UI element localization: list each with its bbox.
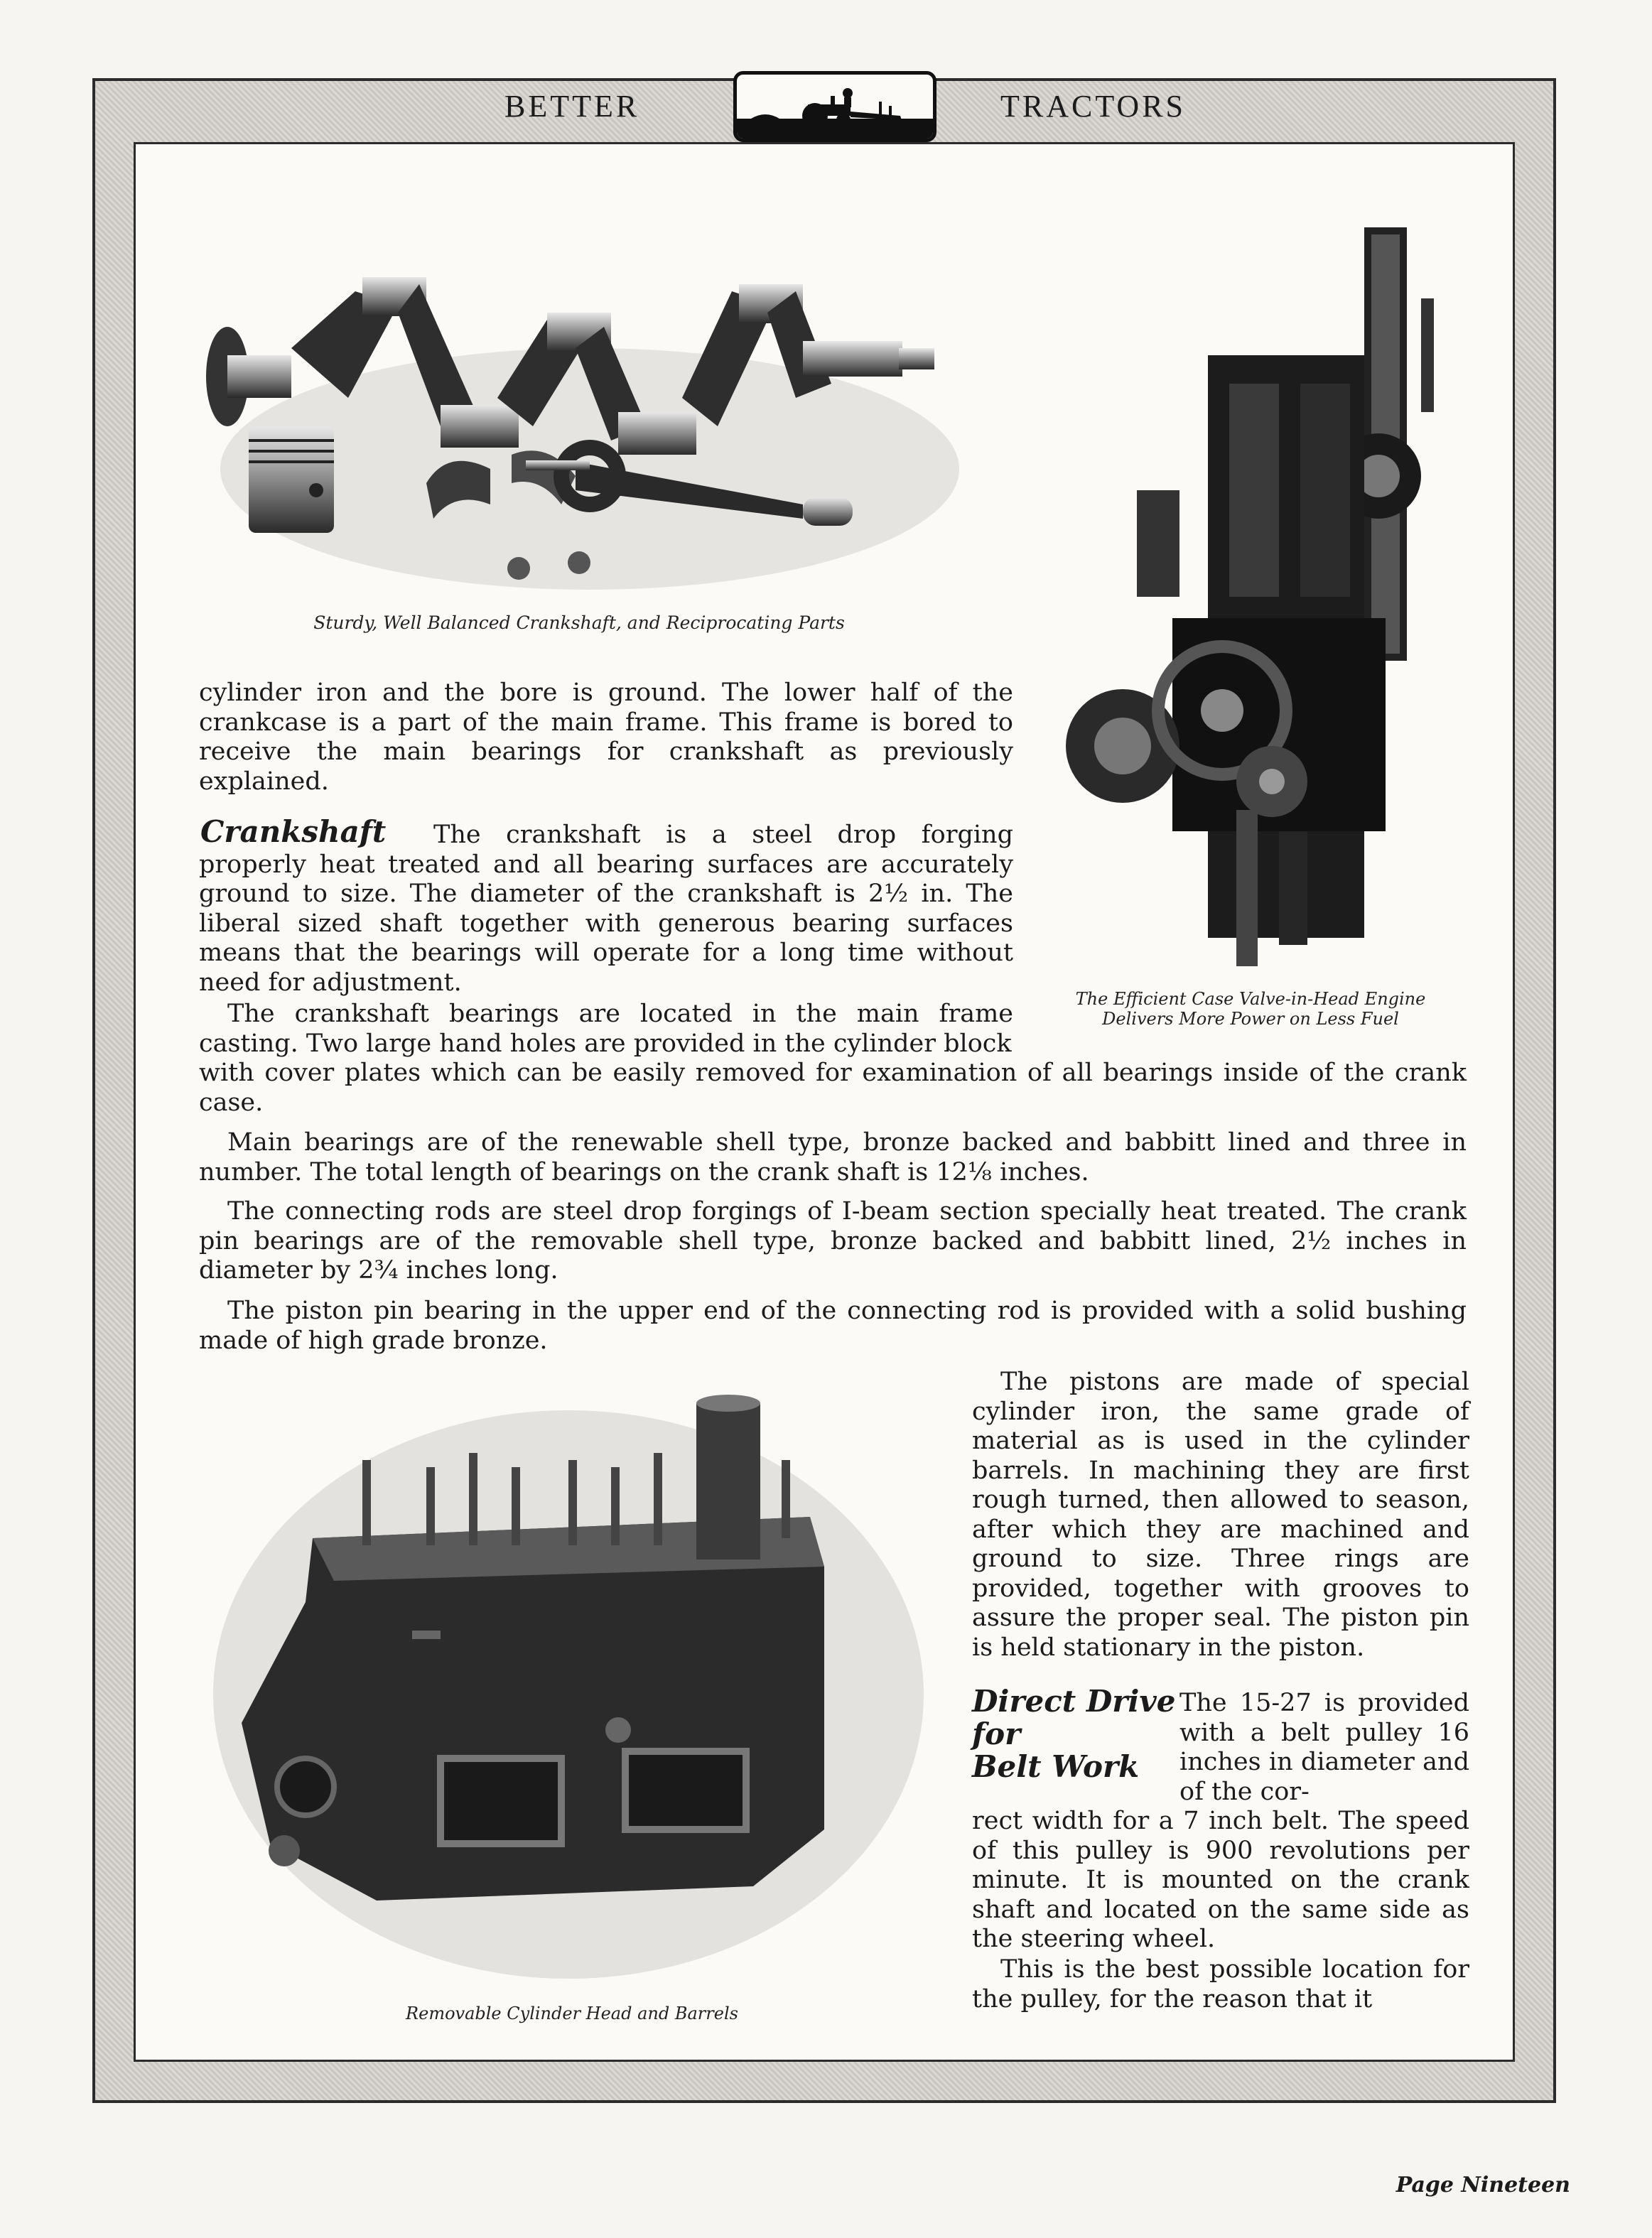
header-tractors: TRACTORS xyxy=(1000,89,1187,124)
paragraph-2-text: The crankshaft is a steel drop forging properly heat treated and all bearing surfaces are accurately ground to size. The diameter of the crankshaft is 2½ in. The liberal sized shaft together with generous bearing surfaces means that the bearings will operate for a long time without need for adjustment. xyxy=(199,821,1013,997)
tractor-silhouette-icon xyxy=(733,71,936,142)
paragraph-6: The piston pin bearing in the upper end of the connecting rod is provided with a solid bushing made of high grade bronze. xyxy=(199,1297,1467,1355)
direct-drive-heading-line-1: Direct Drive xyxy=(972,1684,1176,1719)
crankshaft-figure xyxy=(192,234,966,597)
direct-drive-heading-line-3: Belt Work xyxy=(972,1749,1140,1784)
paragraph-8-rest: rect width for a 7 inch belt. The speed of this pulley is 900 revolutions per minute. It is mounted on the crank shaft and located on the same side as the steering wheel. xyxy=(972,1807,1469,1953)
paragraph-2 xyxy=(199,821,1013,998)
paragraph-8-beside-heading: The 15-27 is provided with a belt pulley 16 inches in diameter and of the cor- xyxy=(1179,1689,1469,1806)
paragraph-1: cylinder iron and the bore is ground. The lower half of the crankcase is a part of the main frame. This frame is bored to receive the main bearings for crankshaft as previously explained. xyxy=(199,679,1013,796)
paragraph-4: Main bearings are of the renewable shell type, bronze backed and babbitt lined and three in number. The total length of bearings on the crank shaft is 12⅛ inches. xyxy=(199,1128,1467,1186)
cylinder-block-figure xyxy=(199,1389,945,1993)
direct-drive-heading xyxy=(972,1685,1175,1783)
crankshaft-caption: Sturdy, Well Balanced Crankshaft, and Reciprocating Parts xyxy=(313,612,845,633)
cylinder-caption: Removable Cylinder Head and Barrels xyxy=(406,2004,738,2023)
paragraph-5: The connecting rods are steel drop forgings of I-beam section specially heat treated. The crank pin bearings are of the removable shell type, bronze backed and babbitt lined, 2½ inches in diameter by 2¾ inches long. xyxy=(199,1197,1467,1285)
paragraph-7: The pistons are made of special cylinder iron, the same grade of material as is used in the cylinder barrels. In machining they are first rough turned, then allowed to season, after which they are machined and ground to size. Three rings are provided, together with grooves to assure the proper seal. The piston pin is held stationary in the piston. xyxy=(972,1368,1469,1662)
engine-caption-line-1: The Efficient Case Valve-in-Head Engine xyxy=(1075,989,1426,1009)
paragraph-3-wide: with cover plates which can be easily removed for examination of all bearings inside of the crank case. xyxy=(199,1059,1467,1117)
paragraph-3-narrow: The crankshaft bearings are located in the main frame casting. Two large hand holes are provided in the cylinder block xyxy=(199,1000,1013,1058)
paragraph-9: This is the best possible location for the pulley, for the reason that it xyxy=(972,1955,1469,2013)
direct-drive-heading-line-2: for xyxy=(972,1717,1021,1751)
engine-caption-line-2: Delivers More Power on Less Fuel xyxy=(1102,1009,1399,1029)
crankshaft-heading: Crankshaft xyxy=(200,814,387,849)
engine-caption xyxy=(1044,989,1457,1029)
page-number: Page Nineteen xyxy=(1395,2173,1570,2198)
header-better: BETTER xyxy=(504,89,640,124)
engine-figure xyxy=(1066,220,1435,988)
